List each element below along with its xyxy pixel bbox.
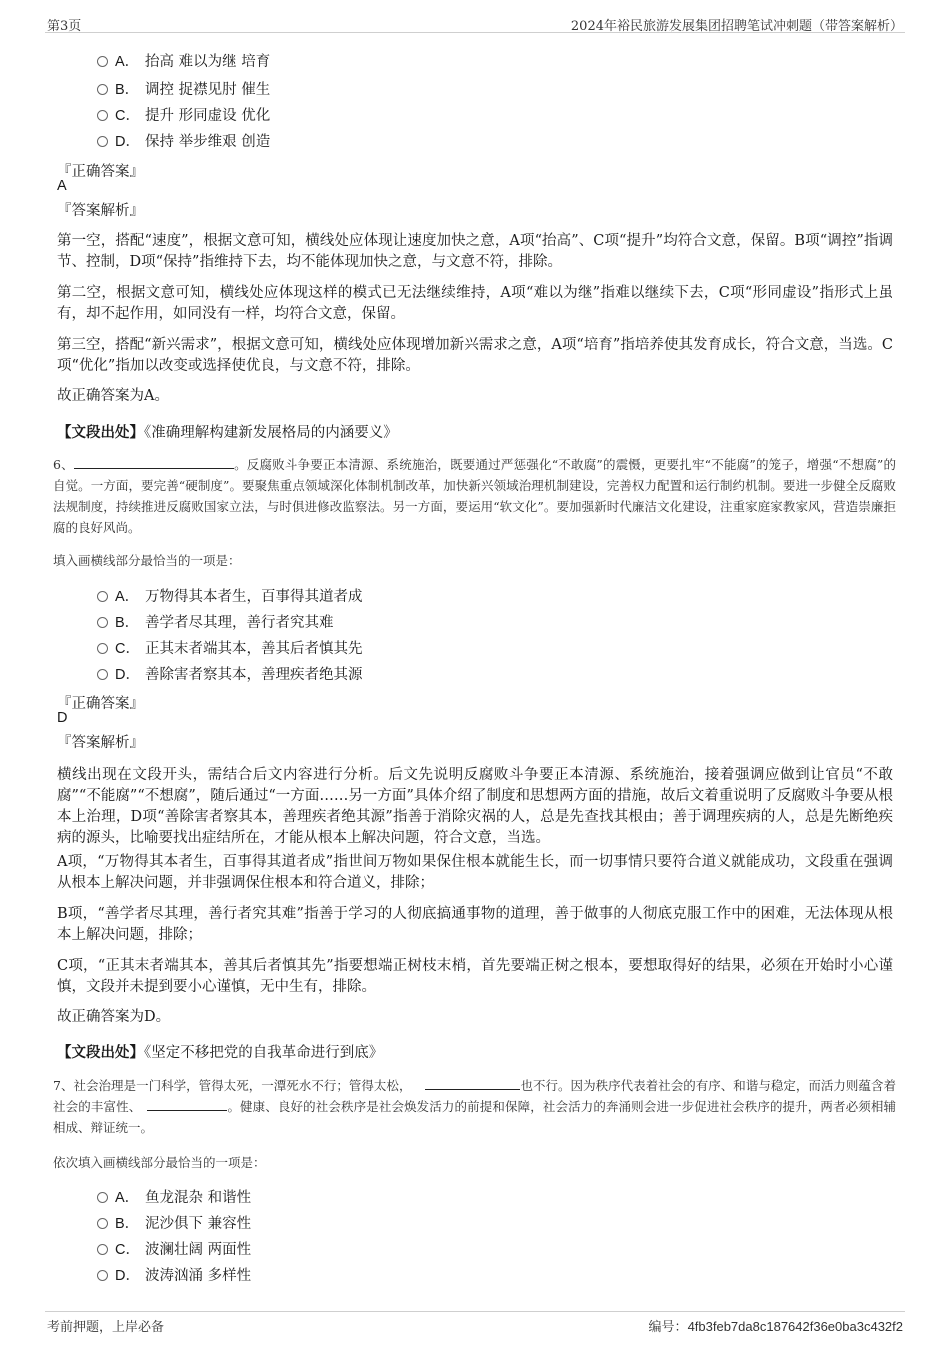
q6-analysis-label: 『答案解析』	[57, 735, 144, 751]
footer-slogan: 考前押题，上岸必备	[47, 1320, 165, 1335]
radio-icon[interactable]	[97, 1192, 108, 1203]
q5-analysis-p1: 第一空，搭配“速度”，根据文意可知，横线处应体现让速度加快之意，A项“抬高”、C项“提升”均符合文意，保留。B项“调控”指调节、控制，D项“保持”指维持下去，均不能体现加快之意，与文意不符，排除。	[57, 233, 893, 270]
blank-line	[425, 1077, 520, 1090]
q6-stem-text: 。反腐败斗争要正本清源、系统施治，既要通过严惩强化“不敢腐”的震慑，更要扎牢“不能腐”的笼子，增强“不想腐”的自觉。一方面，要完善“硬制度”。要聚焦重点领域深化体制机制改革，加快新兴领域治理机制建设，完善权力配置和运行制约机制。要进一步健全反腐败法规制度，持续推进反腐败国家立法，与时俱进修改监察法。另一方面，要运用“软文化”。要加强新时代廉洁文化建设，注重家庭家教家风，营造崇廉拒腐的良好风尚。	[53, 457, 896, 535]
q5-answer-label: 『正确答案』	[57, 164, 144, 180]
q5-answer: A	[57, 178, 67, 194]
radio-icon[interactable]	[97, 56, 108, 67]
question-number: 7、	[53, 1078, 74, 1093]
page-header	[45, 12, 905, 33]
page-number: 第3页	[47, 19, 82, 34]
radio-icon[interactable]	[97, 1270, 108, 1281]
q7-stem: 7、社会治理是一门科学，管得太死，一潭死水不行；管得太松， 也不行。因为秩序代表着社会的有序、和谐与稳定，而活力则蕴含着社会的丰富性、 。健康、良好的社会秩序是社会焕发活力的前提和保障，社会活力的奔涌则会进一步促进社会秩序的提升，两者必须相辅相成、辩证统一。	[53, 1078, 896, 1135]
q6-source	[57, 1041, 383, 1062]
q5-analysis-p2: 第二空，根据文意可知，横线处应体现这样的模式已无法继续维持，A项“难以为继”指难以继续下去，C项“形同虚设”指形式上虽有，却不起作用，如同没有一样，均符合文意，保留。	[57, 285, 893, 322]
page-footer	[45, 1311, 905, 1338]
q6-stem	[53, 454, 896, 538]
source-title: 《坚定不移把党的自我革命进行到底》	[144, 1045, 384, 1061]
source-title: 《准确理解构建新发展格局的内涵要义》	[144, 425, 398, 441]
q6-analysis-p3: B项，“善学者尽其理，善行者究其难”指善于学习的人彻底搞通事物的道理，善于做事的人彻底克服工作中的困难，无法体现从根本上解决问题，排除；	[57, 906, 893, 943]
blank-line	[74, 456, 234, 469]
blank-line	[147, 1098, 227, 1111]
radio-icon[interactable]	[97, 643, 108, 654]
q6-answer: D	[57, 710, 68, 726]
radio-icon[interactable]	[97, 591, 108, 602]
q6-prompt: 填入画横线部分最恰当的一项是：	[53, 553, 241, 568]
document-code: 编号：4fb3feb7da8c187642f36e0ba3c432f2	[648, 1319, 903, 1334]
q5-analysis-p3: 第三空，搭配“新兴需求”，根据文意可知，横线处应体现增加新兴需求之意，A项“培育”指培养使其发育成长，符合文意，当选。C项“优化”指加以改变或选择使优良，与文意不符，排除。	[57, 337, 893, 374]
radio-icon[interactable]	[97, 84, 108, 95]
q5-source	[57, 421, 398, 442]
q5-analysis-label: 『答案解析』	[57, 203, 144, 219]
radio-icon[interactable]	[97, 1218, 108, 1229]
q5-analysis-p4: 故正确答案为A。	[57, 388, 169, 404]
document-title: 2024年裕民旅游发展集团招聘笔试冲刺题（带答案解析）	[570, 19, 903, 34]
radio-icon[interactable]	[97, 617, 108, 628]
q7-prompt: 依次填入画横线部分最恰当的一项是：	[53, 1155, 266, 1170]
q6-analysis-p2: A项，“万物得其本者生，百事得其道者成”指世间万物如果保住根本就能生长，而一切事情只要符合道义就能成功，文段重在强调从根本上解决问题，并非强调保住根本和符合道义，排除；	[57, 854, 893, 891]
source-label: 【文段出处】	[57, 1044, 144, 1061]
radio-icon[interactable]	[97, 136, 108, 147]
q6-analysis-p5: 故正确答案为D。	[57, 1009, 171, 1025]
question-number: 6、	[53, 457, 74, 472]
q6-analysis-p1: 横线出现在文段开头，需结合后文内容进行分析。后文先说明反腐败斗争要正本清源、系统施治，接着强调应做到让官员“不敢腐”“不能腐”“不想腐”，随后通过“一方面……另一方面”具体介绍了制度和思想两方面的措施，故后文着重说明了反腐败斗争要从根本上治理，D项“善除害者察其本，善理疾者绝其源”指善于消除灾祸的人，总是先查找其根由；善于调理疾病的人，总是先断绝疾病的源头，比喻要找出症结所在，才能从根本上解决问题，符合文意，当选。	[57, 767, 893, 846]
radio-icon[interactable]	[97, 110, 108, 121]
radio-icon[interactable]	[97, 669, 108, 680]
radio-icon[interactable]	[97, 1244, 108, 1255]
source-label: 【文段出处】	[57, 424, 144, 441]
q6-answer-label: 『正确答案』	[57, 696, 144, 712]
q6-analysis-p4: C项，“正其末者端其本，善其后者慎其先”指要想端正树枝末梢，首先要端正树之根本，要想取得好的结果，必须在开始时小心谨慎，文段并未提到要小心谨慎，无中生有，排除。	[57, 958, 893, 995]
